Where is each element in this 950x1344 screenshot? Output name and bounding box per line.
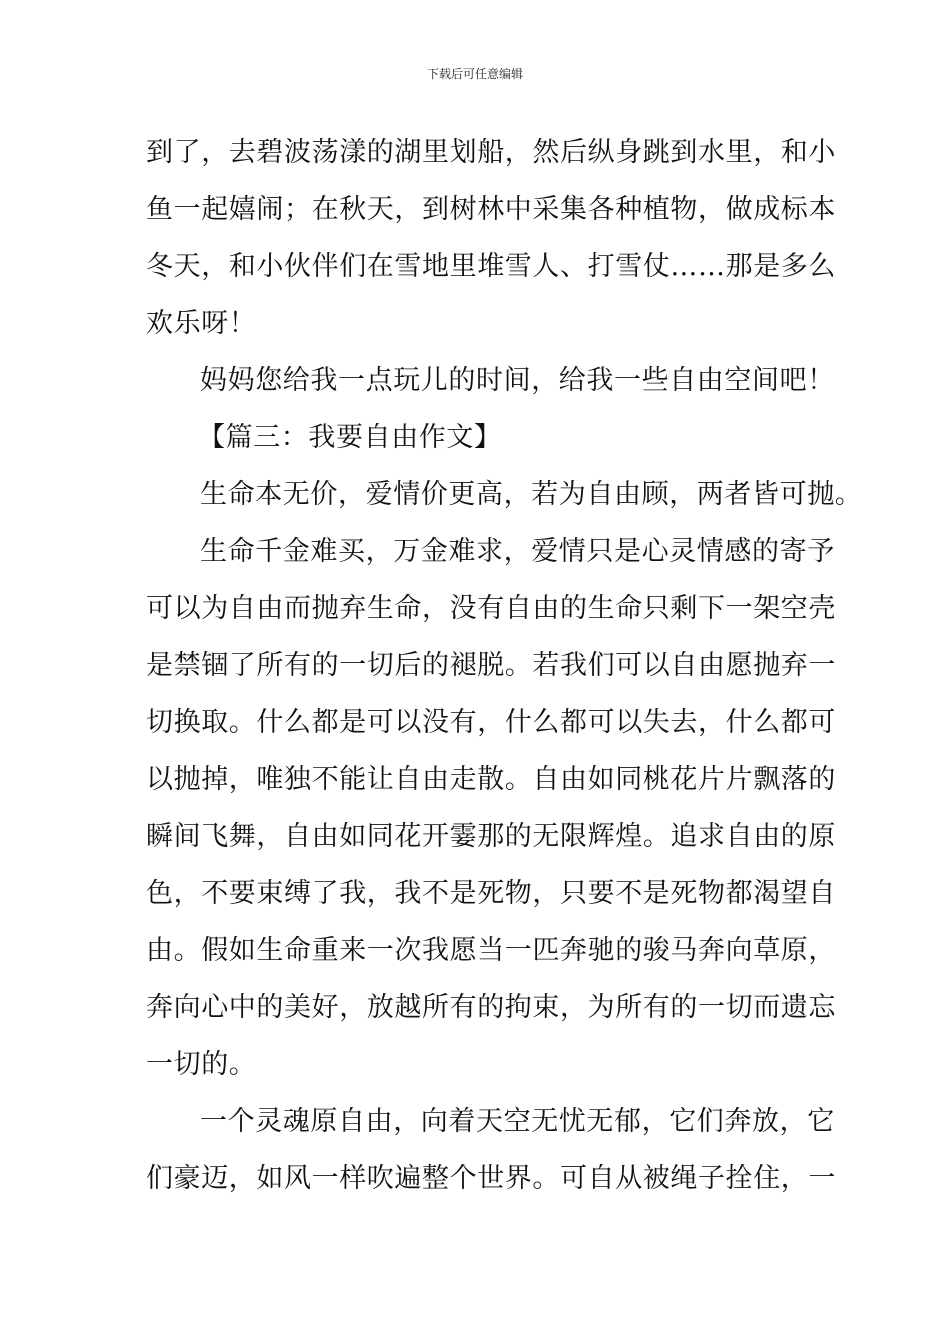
section-heading: 【篇三：我要自由作文】 — [198, 422, 502, 453]
text-line: 是禁锢了所有的一切后的褪脱。若我们可以自由愿抛弃一 — [146, 650, 836, 681]
text-line: 鱼一起嬉闹；在秋天，到树林中采集各种植物，做成标本 — [146, 194, 836, 225]
text-line: 到了，去碧波荡漾的湖里划船，然后纵身跳到水里，和小 — [146, 137, 836, 168]
text-line: 可以为自由而抛弃生命，没有自由的生命只剩下一架空壳 — [146, 593, 836, 624]
text-line: 一切的。 — [146, 1049, 257, 1080]
text-line: 欢乐呀！ — [146, 308, 257, 339]
text-line: 瞬间飞舞，自由如同花开霎那的无限辉煌。追求自由的原 — [146, 821, 836, 852]
text-line: 色，不要束缚了我，我不是死物，只要不是死物都渴望自 — [146, 878, 836, 909]
text-line: 生命本无价，爱情价更高，若为自由顾，两者皆可抛。 — [200, 479, 863, 510]
text-line: 切换取。什么都是可以没有，什么都可以失去，什么都可 — [146, 707, 836, 738]
text-line: 一个灵魂原自由，向着天空无忧无郁，它们奔放，它 — [200, 1106, 835, 1137]
text-line: 由。假如生命重来一次我愿当一匹奔驰的骏马奔向草原， — [146, 935, 836, 966]
text-line: 以抛掉，唯独不能让自由走散。自由如同桃花片片飘落的 — [146, 764, 836, 795]
text-line: 奔向心中的美好，放越所有的拘束，为所有的一切而遗忘 — [146, 992, 836, 1023]
text-line: 们豪迈，如风一样吹遍整个世界。可自从被绳子拴住，一 — [146, 1163, 836, 1194]
text-line: 生命千金难买，万金难求，爱情只是心灵情感的寄予 — [200, 536, 835, 567]
text-line: 冬天，和小伙伴们在雪地里堆雪人、打雪仗……那是多么 — [146, 251, 836, 282]
page-header: 下载后可任意编辑 — [426, 67, 523, 81]
document-body — [146, 124, 863, 1207]
text-line: 妈妈您给我一点玩儿的时间，给我一些自由空间吧！ — [200, 365, 835, 396]
